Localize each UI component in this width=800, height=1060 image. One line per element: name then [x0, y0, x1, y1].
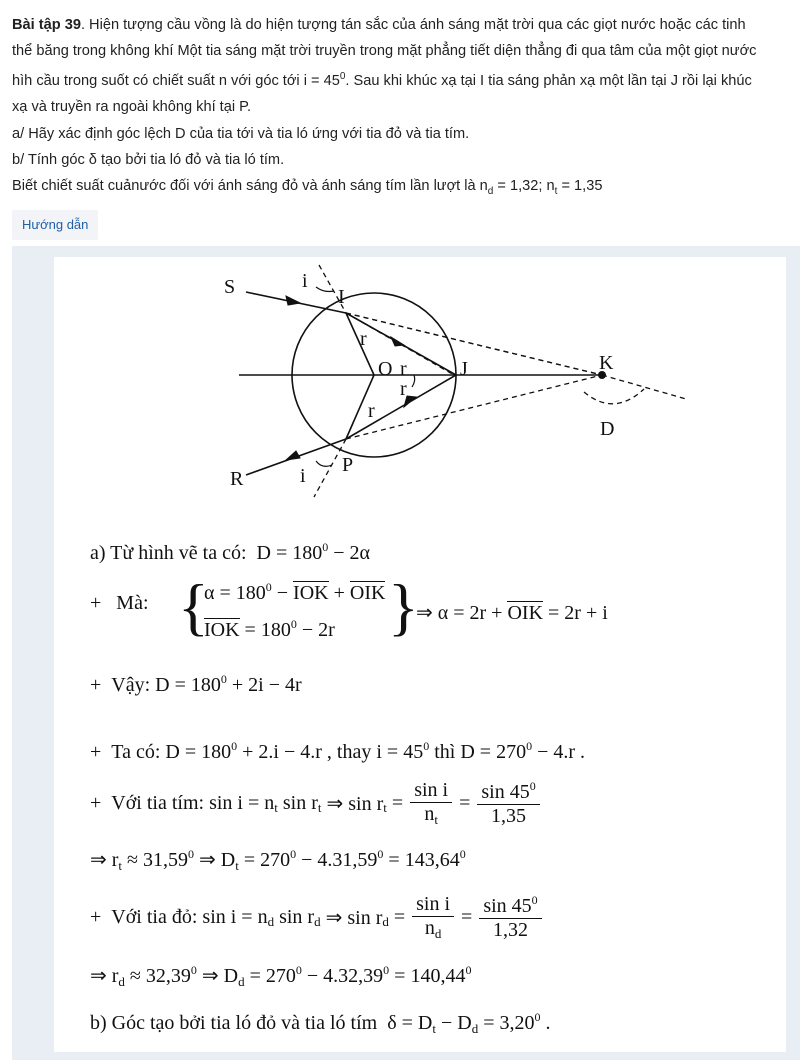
problem-title: Bài tập 39 — [12, 17, 81, 33]
emergent-arrow — [286, 451, 300, 460]
solution-vay: + Vậy: $D = 180^0 + 2i - 4r$ — [90, 672, 302, 696]
extension-bottom — [346, 375, 602, 439]
solution-tim: + Với tia tím: $\sin i = n_t$ $\sin r_t$ ⇒ $\sin r_t$ = $\frac{\text{sin i}}{n_t}$ = $\frac{\sin 45^0}{1,35}$ — [90, 779, 542, 828]
fraction-tim-1: $\frac{\text{sin i}}{n_t}$ — [410, 779, 452, 828]
problem-question-a: a/ Hãy xác định góc lệch D của tia tới và tia ló ứng với tia đỏ và tia tím. — [12, 125, 470, 142]
label-r: R — [230, 468, 244, 490]
solution-b: b) Góc tạo bởi tia ló đỏ và tia ló tím $\delta = D_t - D_d = 3,20^0$ . — [90, 1010, 551, 1036]
system-result: ⇒ α = 2r + OIK = 2r + i — [416, 602, 608, 624]
fraction-tim-2: $\frac{\sin 45^0}{1,35}$ — [477, 779, 539, 828]
system-eq-1: $\alpha = 180^0$ − IOK + OIK — [204, 580, 386, 604]
label-d: D — [600, 418, 615, 440]
label-i-top: i — [302, 270, 308, 292]
solution-tim-result: ⇒ $r_t \approx 31,59^0$ ⇒ $D_t = 270^0 - 4.31,59^0 = 143,64^0$ — [90, 847, 466, 873]
label-r-bottom: r — [368, 400, 375, 422]
problem-line-3: hìh cầu trong suốt có chiết suất n với góc tới $i = 45^0$. Sau khi khúc xạ tại I tia sáng phản xạ một lần tại J rồi lại khúc — [12, 71, 752, 90]
problem-text — [12, 12, 798, 205]
solution-system: + Mà: — [90, 592, 149, 614]
extension-after-k — [602, 375, 686, 399]
label-p: P — [342, 454, 354, 476]
problem-line-4: xạ và truyền ra ngoài không khí tại P. — [12, 99, 252, 116]
solution-sheet — [54, 257, 786, 1052]
problem-line-1: Bài tập 39. Hiện tượng cầu vồng là do hiện tượng tán sắc của ánh sáng mặt trời qua các giọt nước hoặc các tinh — [12, 17, 746, 33]
angle-i-bottom-arc — [316, 461, 332, 466]
label-r-mid: r — [400, 378, 407, 400]
label-s: S — [224, 276, 236, 298]
solution-a-intro: a) Từ hình vẽ ta có: $D = 180^0 - 2\alpha$ — [90, 540, 371, 564]
label-i-bottom: i — [300, 465, 306, 487]
guide-button[interactable]: Hướng dẫn — [12, 210, 98, 240]
system-eq-2: IOK = $180^0 - 2r$ — [204, 617, 335, 641]
rainbow-diagram — [54, 257, 786, 507]
right-brace: } — [388, 571, 419, 642]
label-r-center: r — [400, 358, 407, 380]
problem-line-2: thể băng trong không khí Một tia sáng mặt trời truyền trong mặt phẳng tiết diện thẳng đi qua tâm của một giọt nước — [12, 43, 757, 60]
solution-do: + Với tia đỏ: $\sin i = n_d$ $\sin r_d$ ⇒ $\sin r_d$ = $\frac{\text{sin i}}{n_d}$ = $\frac{\sin 45^0}{1,32}$ — [90, 893, 544, 942]
solution-taco: + Ta có: $D = 180^0 + 2.i - 4.r$ , thay $i = 45^0$ thì $D = 270^0 - 4.r$ . — [90, 739, 586, 763]
label-j: J — [460, 358, 468, 380]
angle-i-top-arc — [316, 287, 334, 292]
label-i: I — [338, 286, 345, 308]
fraction-do-1: $\frac{\text{sin i}}{n_d}$ — [412, 893, 454, 942]
problem-given: Biết chiết suất cuảnước đối với ánh sáng đỏ và ánh sáng tím lần lượt là $n_d = 1,32$; $n_t = 1,35$ — [12, 178, 603, 197]
problem-question-b: b/ Tính góc δ tạo bởi tia ló đỏ và tia ló tím. — [12, 151, 285, 168]
angle-d-arc — [584, 389, 644, 404]
label-o: O — [378, 358, 393, 380]
label-k: K — [599, 352, 614, 374]
solution-do-result: ⇒ $r_d \approx 32,39^0$ ⇒ $D_d = 270^0 - 4.32,39^0 = 140,44^0$ — [90, 963, 472, 989]
label-r-top: r — [360, 328, 367, 350]
incident-arrow — [286, 296, 300, 305]
left-brace: { — [178, 571, 209, 642]
fraction-do-2: $\frac{\sin 45^0}{1,32}$ — [479, 893, 541, 942]
angle-r-center-arc — [412, 375, 415, 387]
